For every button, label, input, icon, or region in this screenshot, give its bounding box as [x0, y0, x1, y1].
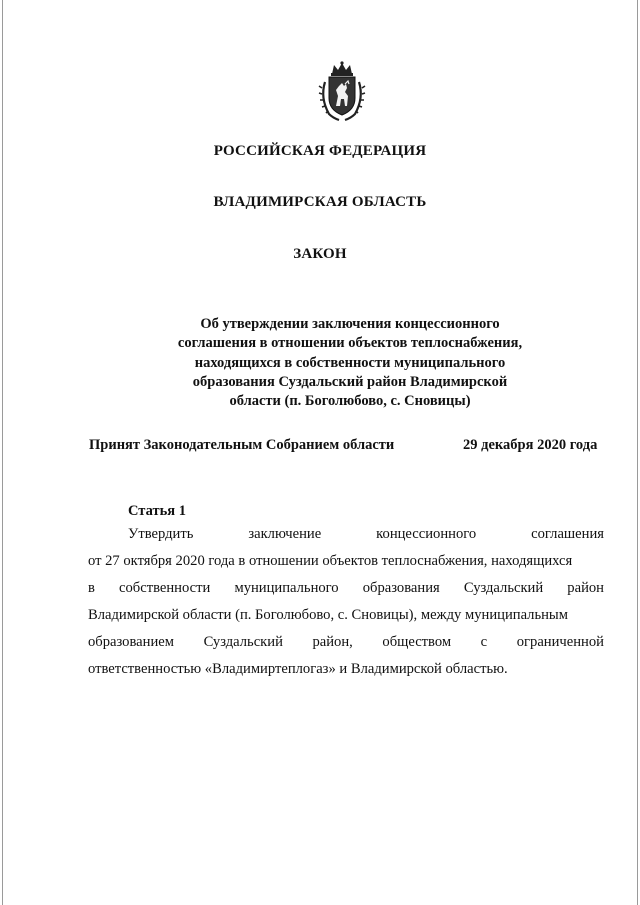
article-heading: Статья 1 — [128, 503, 186, 519]
article-word: район, — [312, 634, 353, 650]
law-title — [130, 315, 570, 411]
article-line — [88, 602, 604, 629]
article-body — [88, 521, 604, 683]
article-word: ограниченной — [516, 634, 604, 650]
article-line — [88, 575, 604, 602]
article-word: заключение — [248, 526, 322, 542]
article-line-text: Владимирской области (п. Боголюбово, с. Сновицы), между муниципальным — [88, 607, 568, 623]
article-word: район — [567, 580, 604, 596]
article-word: обществом — [382, 634, 452, 650]
country-heading: РОССИЙСКАЯ ФЕДЕРАЦИЯ — [213, 143, 427, 159]
article-word: в — [88, 580, 95, 596]
article-line — [88, 629, 604, 656]
law-title-line: находящихся в собственности муниципального — [194, 354, 506, 371]
article-word: образованием — [88, 634, 174, 650]
article-line-text: от 27 октября 2020 года в отношении объектов теплоснабжения, находящихся — [88, 553, 573, 569]
article-line — [88, 521, 604, 548]
adopted-by: Принят Законодательным Собранием области — [89, 437, 395, 453]
article-word: соглашения — [531, 526, 604, 542]
article-word: Утвердить — [128, 526, 194, 542]
article-word: Суздальский — [463, 580, 544, 596]
article-word: с — [480, 634, 488, 650]
scan-edge-line-right — [637, 0, 638, 905]
law-title-line: области (п. Боголюбово, с. Сновицы) — [229, 393, 471, 410]
article-line — [88, 656, 604, 683]
article-line — [88, 548, 604, 575]
law-title-line: соглашения в отношении объектов теплоснабжения, — [177, 335, 523, 352]
article-word: образования — [362, 580, 440, 596]
adoption-date: 29 декабря 2020 года — [463, 437, 598, 453]
law-title-line: образования Суздальский район Владимирской — [192, 373, 508, 390]
scan-edge-line — [2, 0, 3, 905]
vladimir-oblast-coat-of-arms-icon — [317, 60, 367, 122]
article-word: Суздальский — [203, 634, 283, 650]
article-word: собственности — [119, 580, 211, 596]
article-line-text: ответственностью «Владимиртеплогаз» и Владимирской областью. — [88, 661, 508, 677]
article-word: концессионного — [376, 526, 477, 542]
law-title-line: Об утверждении заключения концессионного — [200, 316, 500, 332]
document-type-heading: ЗАКОН — [293, 246, 347, 262]
article-word: муниципального — [234, 580, 339, 596]
region-heading: ВЛАДИМИРСКАЯ ОБЛАСТЬ — [213, 194, 427, 210]
